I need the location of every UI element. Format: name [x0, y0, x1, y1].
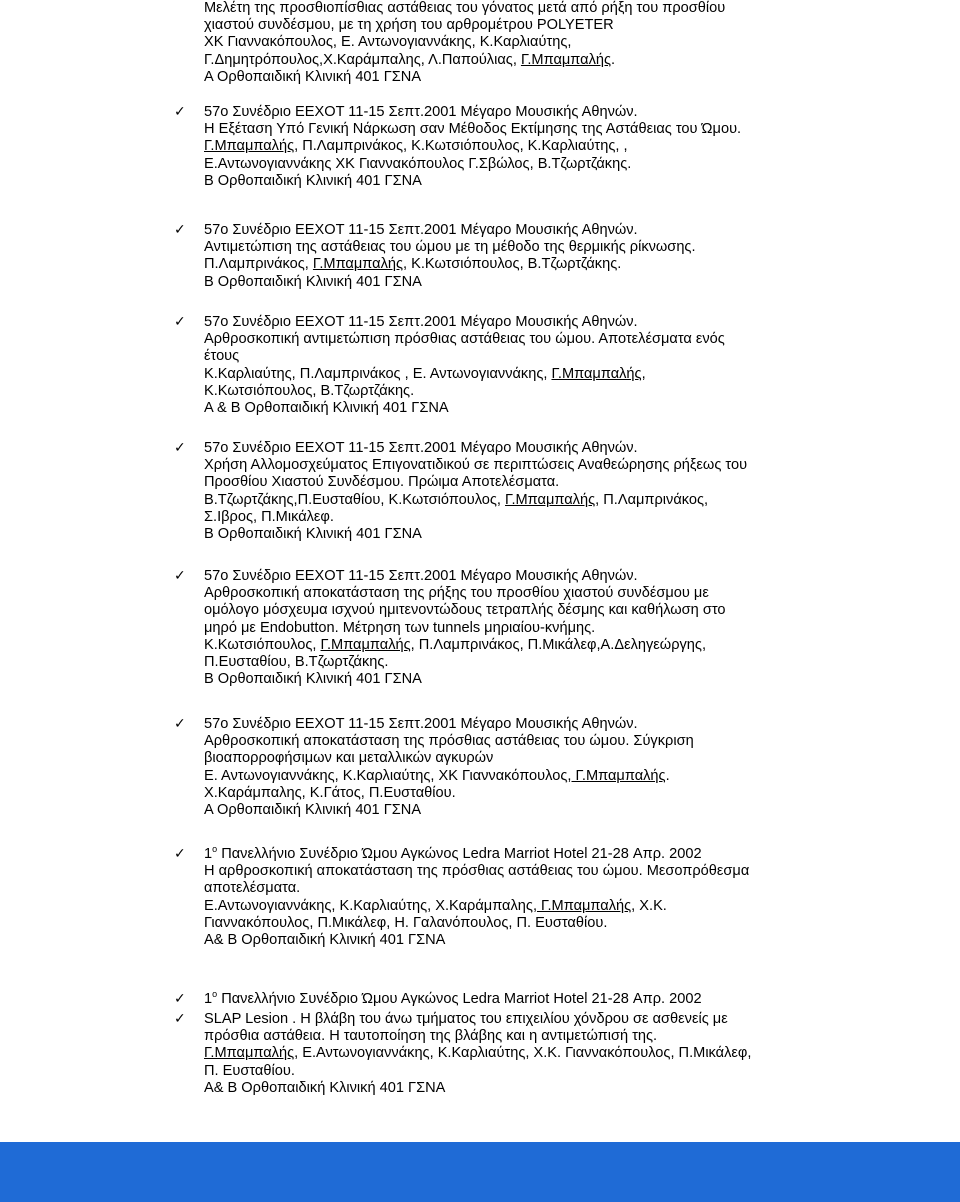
- entry-line: Γ.Μπαμπαλής, Π.Λαμπρινάκος, Κ.Κωτσιόπουλος, Κ.Καρλιαύτης, ,: [204, 138, 628, 155]
- entry-line: Χ.Καράμπαλης, Κ.Γάτος, Π.Ευσταθίου.: [204, 784, 456, 801]
- intro-entry: [204, 0, 924, 86]
- entry-venue-line: 57ο Συνέδριο ΕΕΧΟΤ 11-15 Σεπτ.2001 Μέγαρο Μουσικής Αθηνών.: [204, 440, 638, 456]
- entry-body: [204, 314, 914, 417]
- entry-line: Π.Ευσταθίου, Β.Τζωρτζάκης.: [204, 654, 389, 671]
- entry-line: ομόλογο μόσχευμα ισχνού ημιτενοντώδους τετραπλής δέσμης και καθήλωση στο: [204, 602, 726, 619]
- entry-line: μηρό με Endobutton. Μέτρηση των tunnels μηριαίου-κνήμης.: [204, 619, 596, 636]
- check-bullet-icon: ✓: [174, 568, 186, 584]
- entry-line: πρόσθια αστάθεια. Η ταυτοποίηση της βλάβης και η αντιμετώπισή της.: [204, 1028, 658, 1045]
- entry-line: Β Ορθοπαιδική Κλινική 401 ΓΣΝΑ: [204, 671, 422, 688]
- entry-line: Α & Β Ορθοπαιδική Κλινική 401 ΓΣΝΑ: [204, 400, 449, 417]
- entry-venue-line: $1^o$ Πανελλήνιο Συνέδριο Ώμου Αγκώνος Ledra Marriot Hotel 21-28 Απρ. 2002: [204, 989, 702, 1007]
- underlined-author: Γ.Μπαμπαλής: [520, 51, 612, 68]
- publication-entry-1: [174, 104, 914, 190]
- entry-line: Αρθροσκοπική αντιμετώπιση πρόσθιας αστάθειας του ώμου. Αποτελέσματα ενός: [204, 331, 725, 348]
- entry-line: Β.Τζωρτζάκης,Π.Ευσταθίου, Κ.Κωτσιόπουλος, Γ.Μπαμπαλής, Π.Λαμπρινάκος,: [204, 491, 709, 508]
- entry-line: βιοαπορροφήσιμων και μεταλλικών αγκυρών: [204, 750, 494, 767]
- entry-line: Κ.Καρλιαύτης, Π.Λαμπρινάκος , Ε. Αντωνογιαννάκης, Γ.Μπαμπαλής,: [204, 365, 646, 382]
- entry-line: Α& Β Ορθοπαιδική Κλινική 401 ΓΣΝΑ: [204, 1079, 446, 1096]
- footer-bar: [0, 1142, 960, 1202]
- entry-line: αποτελέσματα.: [204, 880, 301, 897]
- check-bullet-icon: ✓: [174, 716, 186, 732]
- intro-line: Α Ορθοπαιδική Κλινική 401 ΓΣΝΑ: [204, 68, 422, 85]
- check-bullet-icon: ✓: [174, 104, 186, 120]
- entry-line: Ε.Αντωνογιαννάκης ΧΚ Γιαννακόπουλος Γ.Σβώλος, Β.Τζωρτζάκης.: [204, 155, 632, 172]
- check-bullet-icon: ✓: [174, 846, 186, 862]
- entry-line: Β Ορθοπαιδική Κλινική 401 ΓΣΝΑ: [204, 172, 422, 189]
- entry-line: Προσθίου Χιαστού Συνδέσμου. Πρώιμα Αποτελέσματα.: [204, 474, 560, 491]
- ordinal-superscript: ο: [212, 989, 218, 1000]
- check-bullet-icon: ✓: [174, 314, 186, 330]
- entry-body: [204, 846, 914, 949]
- intro-line: χιαστού συνδέσμου, με τη χρήση του αρθρομέτρου POLYETER: [204, 17, 614, 34]
- intro-line: ΧΚ Γιαννακόπουλος, Ε. Αντωνογιαννάκης, Κ.Καρλιαύτης,: [204, 34, 572, 51]
- publication-entry-4: [174, 440, 914, 543]
- entry-line: Αντιμετώπιση της αστάθειας του ώμου με τη μέθοδο της θερμικής ρίκνωσης.: [204, 239, 696, 256]
- entry-venue-line: $1^o$ Πανελλήνιο Συνέδριο Ώμου Αγκώνος Ledra Marriot Hotel 21-28 Απρ. 2002: [204, 844, 702, 862]
- entry-venue-line: SLAP Lesion . Η βλάβη του άνω τμήματος του επιχειλίου χόνδρου σε ασθενείς με: [204, 1011, 728, 1027]
- entry-line: Β Ορθοπαιδική Κλινική 401 ΓΣΝΑ: [204, 273, 422, 290]
- entry-venue-line: 57ο Συνέδριο ΕΕΧΟΤ 11-15 Σεπτ.2001 Μέγαρο Μουσικής Αθηνών.: [204, 104, 638, 120]
- check-bullet-icon: ✓: [174, 991, 186, 1007]
- entry-line: Η Εξέταση Υπό Γενική Νάρκωση σαν Μέθοδος Εκτίμησης της Αστάθειας του Ώμου.: [204, 121, 742, 138]
- entry-line: έτους: [204, 348, 240, 365]
- entry-body: [204, 1011, 914, 1097]
- entry-line: Χρήση Αλλομοσχεύματος Επιγονατιδικού σε περιπτώσεις Αναθεώρησης ρήξεως του: [204, 457, 748, 474]
- entry-line: Αρθροσκοπική αποκατάσταση της πρόσθιας αστάθειας του ώμου. Σύγκριση: [204, 733, 694, 750]
- entry-venue-line: 57ο Συνέδριο ΕΕΧΟΤ 11-15 Σεπτ.2001 Μέγαρο Μουσικής Αθηνών.: [204, 222, 638, 238]
- ordinal-superscript: ο: [212, 844, 218, 855]
- entry-line: Σ.Ιβρος, Π.Μικάλεφ.: [204, 508, 334, 525]
- underlined-author: Γ.Μπαμπαλής: [312, 256, 404, 273]
- check-bullet-icon: ✓: [174, 222, 186, 238]
- underlined-author: , Γ.Μπαμπαλής: [532, 897, 632, 914]
- publication-entry-2: [174, 222, 914, 291]
- entry-line: Α& Β Ορθοπαιδική Κλινική 401 ΓΣΝΑ: [204, 932, 446, 949]
- entry-body: [204, 440, 914, 543]
- entry-line: Α Ορθοπαιδική Κλινική 401 ΓΣΝΑ: [204, 802, 422, 819]
- underlined-author: Γ.Μπαμπαλής: [320, 636, 411, 653]
- entry-body: [204, 716, 914, 819]
- entry-line: Κ.Κωτσιόπουλος, Β.Τζωρτζάκης.: [204, 382, 415, 399]
- entry-body: [204, 104, 914, 190]
- underlined-author: Γ.Μπαμπαλής: [551, 365, 642, 382]
- publication-entry-6: [174, 716, 914, 819]
- entry-line: Π. Ευσταθίου.: [204, 1062, 295, 1079]
- entry-body: [204, 991, 914, 1008]
- entry-line: Π.Λαμπρινάκος, Γ.Μπαμπαλής, Κ.Κωτσιόπουλος, Β.Τζωρτζάκης.: [204, 256, 622, 273]
- check-bullet-icon: ✓: [174, 1011, 186, 1027]
- entry-line: Γιαννακόπουλος, Π.Μικάλεφ, Η. Γαλανόπουλος, Π. Ευσταθίου.: [204, 914, 608, 931]
- publication-entry-3: [174, 314, 914, 417]
- entry-venue-line: 57ο Συνέδριο ΕΕΧΟΤ 11-15 Σεπτ.2001 Μέγαρο Μουσικής Αθηνών.: [204, 314, 638, 330]
- entry-line: Β Ορθοπαιδική Κλινική 401 ΓΣΝΑ: [204, 526, 422, 543]
- entry-line: Κ.Κωτσιόπουλος, Γ.Μπαμπαλής, Π.Λαμπρινάκος, Π.Μικάλεφ,Α.Δεληγεώργης,: [204, 636, 707, 653]
- entry-body: [204, 568, 914, 688]
- entry-body: [204, 222, 914, 291]
- entry-line: Γ.Μπαμπαλής, Ε.Αντωνογιαννάκης, Κ.Καρλιαύτης, Χ.Κ. Γιαννακόπουλος, Π.Μικάλεφ,: [204, 1045, 752, 1062]
- publication-entry-8: [174, 991, 914, 1008]
- check-bullet-icon: ✓: [174, 440, 186, 456]
- publication-entry-5: [174, 568, 914, 688]
- entry-line: Ε. Αντωνογιαννάκης, Κ.Καρλιαύτης, ΧΚ Γιαννακόπουλος, Γ.Μπαμπαλής.: [204, 767, 670, 784]
- entry-venue-line: 57ο Συνέδριο ΕΕΧΟΤ 11-15 Σεπτ.2001 Μέγαρο Μουσικής Αθηνών.: [204, 568, 638, 584]
- intro-line: Γ.Δημητρόπουλος,Χ.Καράμπαλης, Λ.Παπούλιας, Γ.Μπαμπαλής.: [204, 51, 616, 68]
- underlined-author: Γ.Μπαμπαλής: [204, 1045, 295, 1062]
- publication-entry-9: [174, 1011, 914, 1097]
- entry-line: Η αρθροσκοπική αποκατάσταση της πρόσθιας αστάθειας του ώμου. Μεσοπρόθεσμα: [204, 863, 750, 880]
- underlined-author: Γ.Μπαμπαλής: [204, 138, 295, 155]
- underlined-author: , Γ.Μπαμπαλής: [567, 767, 666, 784]
- publication-entry-7: [174, 846, 914, 949]
- entry-line: Ε.Αντωνογιαννάκης, Κ.Καρλιαύτης, Χ.Καράμπαλης, Γ.Μπαμπαλής, Χ.Κ.: [204, 897, 667, 914]
- entry-line: Αρθροσκοπική αποκατάσταση της ρήξης του προσθίου χιαστού συνδέσμου με: [204, 585, 709, 602]
- intro-line: Μελέτη της προσθιοπίσθιας αστάθειας του γόνατος μετά από ρήξη του προσθίου: [204, 0, 726, 16]
- entry-venue-line: 57ο Συνέδριο ΕΕΧΟΤ 11-15 Σεπτ.2001 Μέγαρο Μουσικής Αθηνών.: [204, 716, 638, 732]
- underlined-author: Γ.Μπαμπαλής: [505, 491, 596, 508]
